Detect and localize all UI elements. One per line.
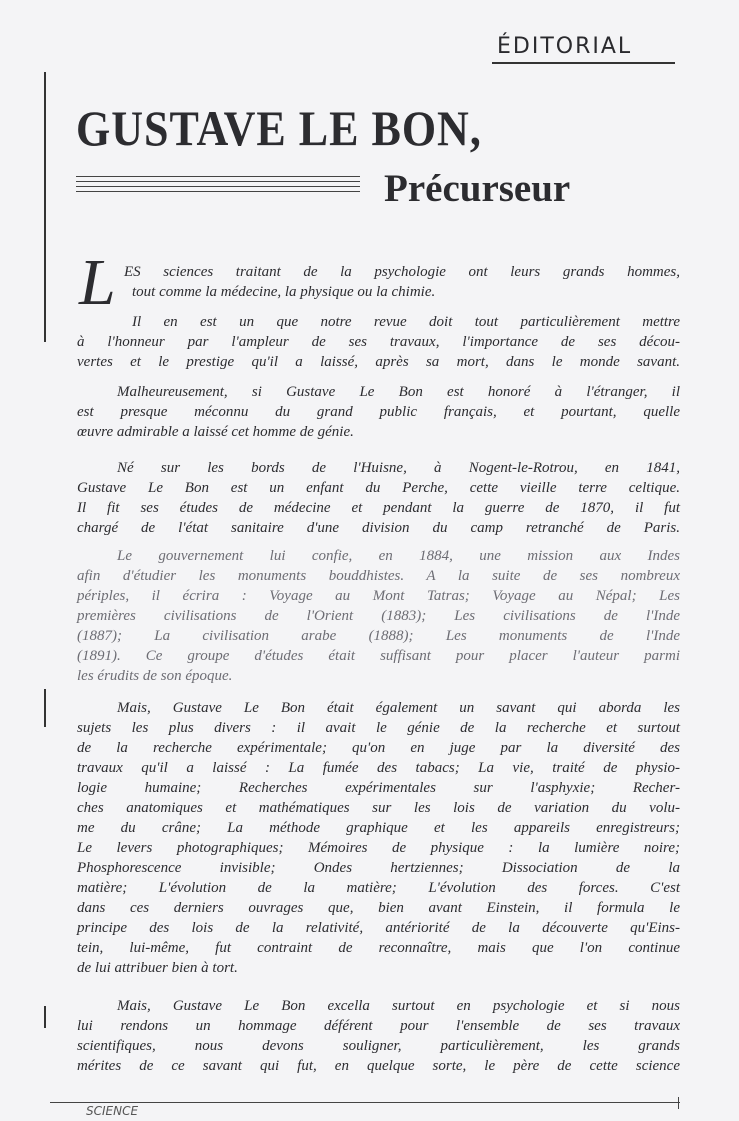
text-line: Né sur les bords de l'Huisne, à Nogent-le-Rotrou, en 1841, (117, 460, 680, 476)
article-subtitle: Précurseur (384, 167, 571, 210)
text-line: Gustave Le Bon est un enfant du Perche, cette vieille terre celtique. (77, 480, 680, 496)
text-line: me du crâne; La méthode graphique et les appareils enregistreurs; (77, 820, 680, 836)
text-line: matière; L'évolution de la matière; L'évolution des forces. C'est (77, 880, 680, 896)
text-line: est presque méconnu du grand public français, et pourtant, quelle (77, 404, 680, 420)
text-line: Le gouvernement lui confie, en 1884, une mission aux Indes (117, 548, 680, 564)
left-margin-bar (44, 1006, 46, 1028)
section-label: ÉDITORIAL (497, 34, 633, 59)
paragraph-4 (77, 458, 680, 538)
paragraph-6 (77, 698, 680, 978)
title-decorative-rules (76, 176, 360, 196)
text-line: vertes et le prestige qu'il a laissé, après sa mort, dans le monde savant. (77, 354, 680, 370)
paragraph-1 (120, 262, 680, 302)
text-line: lui rendons un hommage déférent pour l'ensemble de ses travaux (77, 1018, 680, 1034)
paragraph-5 (77, 546, 680, 686)
footer-tick (678, 1097, 679, 1109)
text-line: à l'honneur par l'ampleur de ses travaux, l'importance de ses décou- (77, 334, 680, 350)
text-line: scientifiques, nous devons souligner, particulièrement, les grands (77, 1038, 680, 1054)
text-line: chargé de l'état sanitaire d'une division du camp retranché de Paris. (77, 520, 680, 536)
text-line: de lui attribuer bien à tort. (77, 960, 238, 976)
footer-handwritten-note: SCIENCE (86, 1104, 139, 1118)
text-line: (1887); La civilisation arabe (1888); Les monuments de l'Inde (77, 628, 680, 644)
text-line: œuvre admirable a laissé cet homme de génie. (77, 424, 354, 440)
text-line: ES sciences traitant de la psychologie ont leurs grands hommes, (124, 264, 680, 280)
paragraph-3 (77, 382, 680, 442)
left-margin-bar (44, 72, 46, 342)
left-margin-bar (44, 689, 46, 727)
text-line: sujets les plus divers : il avait le génie de la recherche et surtout (77, 720, 680, 736)
text-line: Mais, Gustave Le Bon était également un savant qui aborda les (117, 700, 680, 716)
text-line: Il fit ses études de médecine et pendant la guerre de 1870, il fut (77, 500, 680, 516)
text-line: de la recherche expérimentale; qu'on en juge par la diversité des (77, 740, 680, 756)
text-line: mérites de ce savant qui fut, en quelque sorte, le père de cette science (77, 1058, 680, 1074)
text-line: ches anatomiques et mathématiques sur les lois de variation du volu- (77, 800, 680, 816)
text-line: les érudits de son époque. (77, 668, 233, 684)
paragraph-7 (77, 996, 680, 1076)
text-line: Il en est un que notre revue doit tout particulièrement mettre (132, 314, 680, 330)
article-title: GUSTAVE LE BON, (76, 101, 482, 156)
text-line: dans ces derniers ouvrages que, bien avant Einstein, il formula le (77, 900, 680, 916)
section-rule (492, 62, 675, 64)
text-line: principe des lois de la relativité, antériorité de la découverte qu'Eins- (77, 920, 680, 936)
text-line: Malheureusement, si Gustave Le Bon est honoré à l'étranger, il (117, 384, 680, 400)
footer-rule (50, 1102, 680, 1103)
text-line: Le levers photographiques; Mémoires de physique : la lumière noire; (77, 840, 680, 856)
text-line: afin d'étudier les monuments bouddhistes. A la suite de ses nombreux (77, 568, 680, 584)
text-line: Phosphorescence invisible; Ondes hertziennes; Dissociation de la (77, 860, 680, 876)
text-line: logie humaine; Recherches expérimentales sur l'asphyxie; Recher- (77, 780, 680, 796)
drop-cap: L (79, 246, 116, 319)
text-line: (1891). Ce groupe d'études était suffisant pour placer l'auteur parmi (77, 648, 680, 664)
text-line: tein, lui-même, fut contraint de reconnaître, mais que l'on continue (77, 940, 680, 956)
text-line: tout comme la médecine, la physique ou la chimie. (132, 284, 436, 300)
text-line: travaux qu'il a laissé : La fumée des tabacs; La vie, traité de physio- (77, 760, 680, 776)
text-line: périples, il écrira : Voyage au Mont Tatras; Voyage au Népal; Les (77, 588, 680, 604)
text-line: premières civilisations de l'Orient (1883); Les civilisations de l'Inde (77, 608, 680, 624)
paragraph-2 (77, 312, 680, 372)
text-line: Mais, Gustave Le Bon excella surtout en psychologie et si nous (117, 998, 680, 1014)
